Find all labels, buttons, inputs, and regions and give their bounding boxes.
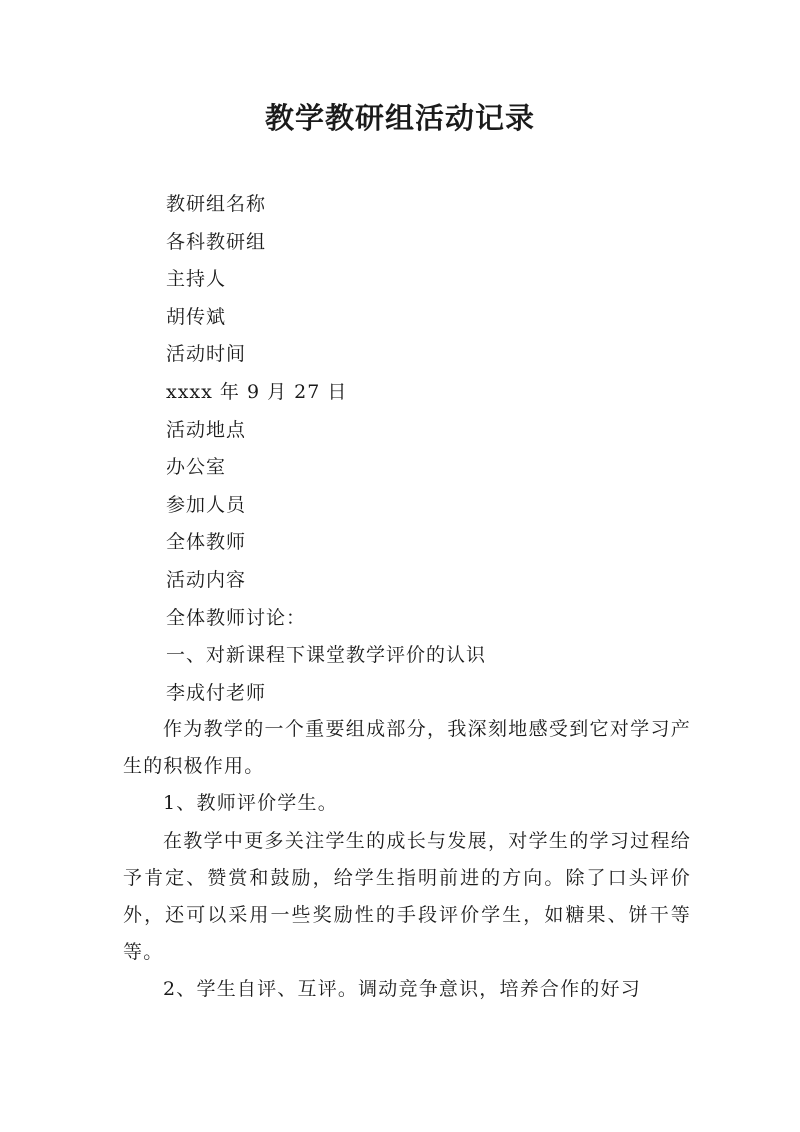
field-line: 全体教师讨论： <box>166 606 307 629</box>
body-paragraph: 2、学生自评、互评。调动竞争意识，培养合作的好习 <box>163 978 641 1001</box>
field-line: 主持人 <box>166 268 227 291</box>
field-line: xxxx 年 9 月 27 日 <box>166 380 348 403</box>
field-line: 活动时间 <box>166 343 247 366</box>
body-paragraph: 1、教师评价学生。 <box>163 792 338 815</box>
field-line: 一、对新课程下课堂教学评价的认识 <box>166 644 487 667</box>
field-line: 全体教师 <box>166 531 247 554</box>
field-line: 教研组名称 <box>166 193 267 215</box>
body-paragraph: 作为教学的一个重要组成部分，我深刻地感受到它对学习产生的积极作用。 <box>123 718 691 778</box>
document-body <box>123 711 691 1009</box>
field-line: 办公室 <box>166 456 227 479</box>
record-fields <box>166 186 486 712</box>
field-line: 各科教研组 <box>166 230 267 253</box>
field-line: 李成付老师 <box>166 681 267 704</box>
field-line: 参加人员 <box>166 493 247 516</box>
field-line: 胡传斌 <box>166 305 227 328</box>
field-line: 活动地点 <box>166 418 247 441</box>
field-line: 活动内容 <box>166 568 247 591</box>
body-paragraph: 在教学中更多关注学生的成长与发展，对学生的学习过程给予肯定、赞赏和鼓励，给学生指明前进的方向。除了口头评价外，还可以采用一些奖励性的手段评价学生，如糖果、饼干等等。 <box>123 829 691 964</box>
document-title: 教学教研组活动记录 <box>264 101 535 135</box>
